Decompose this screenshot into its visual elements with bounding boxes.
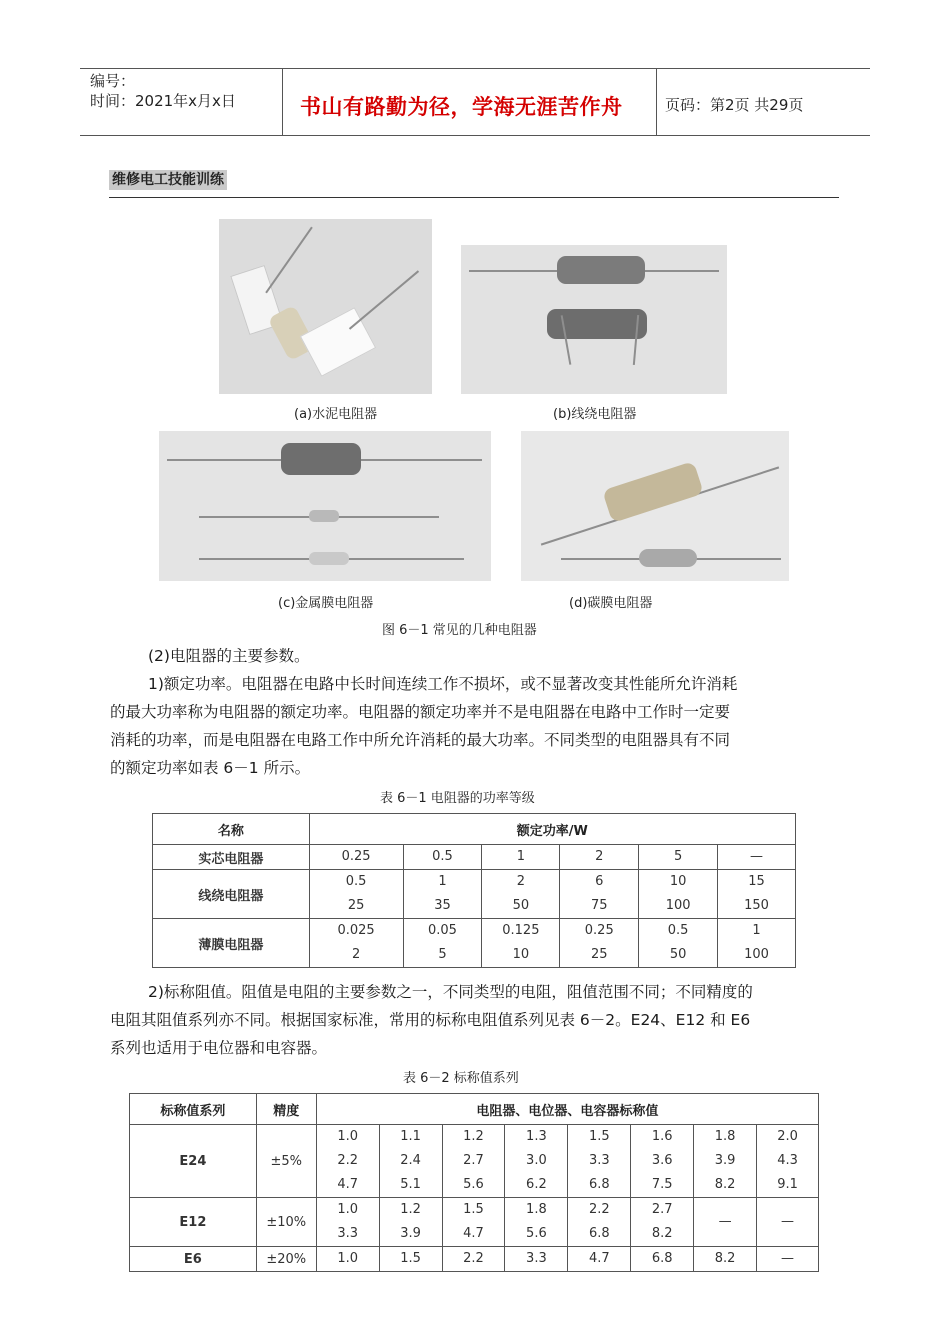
- cell-value: 3.9: [400, 1226, 421, 1241]
- cell-value: 100: [665, 898, 691, 913]
- text-line: 电阻其阻值系列亦不同。根据国家标准，常用的标称电阻值系列见表 6－2。E24、E12 和 E6: [110, 1011, 751, 1029]
- cell-value: 2: [351, 947, 361, 962]
- photo-cement-resistor: [219, 219, 432, 394]
- section-title: 维修电工技能训练: [109, 170, 227, 190]
- column-header-name: 名称: [153, 814, 310, 845]
- cell-value: 35: [434, 898, 451, 913]
- value-cell: [482, 845, 560, 870]
- cell-value: 3.9: [714, 1153, 736, 1168]
- figure-title: 图 6－1 常见的几种电阻器: [382, 623, 537, 638]
- text-line: 的最大功率称为电阻器的额定功率。电阻器的额定功率并不是电阻器在电路中工作时一定要: [110, 703, 731, 721]
- value-cell: [560, 845, 639, 870]
- value-cell: [505, 1125, 568, 1198]
- value-cell: [568, 1198, 631, 1247]
- header-divider: [656, 68, 657, 136]
- value-cell: [403, 919, 482, 968]
- cell-value: 3.3: [337, 1226, 359, 1241]
- caption-metal-film-resistor: (c)金属膜电阻器: [278, 596, 374, 611]
- column-header-rated-power: 额定功率/W: [309, 814, 795, 845]
- value-cell: [316, 1198, 379, 1247]
- cell-value: 8.2: [651, 1226, 673, 1241]
- paragraph-nominal-resistance: [110, 978, 845, 1062]
- value-cell: [694, 1247, 757, 1272]
- header-top-rule: [80, 68, 870, 69]
- value-cell: [316, 1125, 379, 1198]
- cell-value: 1.3: [526, 1129, 547, 1144]
- value-cell: [442, 1198, 505, 1247]
- value-cell: [560, 919, 639, 968]
- cell-value: 1: [438, 874, 447, 889]
- row-name-cell: 实芯电阻器: [153, 845, 310, 870]
- cell-value: 25: [347, 898, 365, 913]
- value-cell: [403, 845, 482, 870]
- cell-value: 3.3: [588, 1153, 610, 1168]
- cell-value: 3.3: [526, 1251, 547, 1266]
- value-cell: [309, 870, 403, 919]
- cell-value: 1.0: [337, 1129, 359, 1144]
- cell-value: —: [750, 849, 764, 864]
- cell-value: —: [781, 1251, 795, 1266]
- value-cell: [757, 1198, 819, 1247]
- photo-wirewound-resistor: [461, 245, 727, 394]
- text-line: 1)额定功率。电阻器在电路中长时间连续工作不损坏，或不显著改变其性能所允许消耗: [148, 675, 738, 693]
- cell-value: 2.7: [651, 1202, 673, 1217]
- document-time-label: 时间：2021年x月x日: [90, 92, 236, 110]
- cell-value: 7.5: [651, 1177, 673, 1192]
- value-cell: [631, 1125, 694, 1198]
- cell-value: —: [718, 1214, 732, 1229]
- row-series-cell: E12: [130, 1198, 257, 1247]
- row-series-cell: E24: [130, 1125, 257, 1198]
- cell-value: 0.25: [584, 923, 614, 938]
- header-divider: [282, 68, 283, 136]
- header-bottom-rule: [80, 135, 870, 136]
- value-cell: [757, 1247, 819, 1272]
- text-line: 系列也适用于电位器和电容器。: [110, 1039, 328, 1057]
- cell-value: 2: [595, 849, 604, 864]
- value-cell: [718, 919, 796, 968]
- cell-value: 6.8: [651, 1251, 673, 1266]
- value-cell: [639, 870, 718, 919]
- cell-value: 2.2: [463, 1251, 484, 1266]
- cell-value: 3.6: [651, 1153, 673, 1168]
- cell-value: 1.8: [714, 1129, 736, 1144]
- cell-value: 5: [438, 947, 447, 962]
- table-row: [130, 1125, 819, 1198]
- cell-value: 5.6: [526, 1226, 547, 1241]
- power-rating-table: [152, 813, 796, 968]
- cell-value: 5.6: [463, 1177, 484, 1192]
- table-row: [153, 870, 796, 919]
- value-cell: [379, 1198, 442, 1247]
- row-name-cell: 线绕电阻器: [153, 870, 310, 919]
- caption-wirewound-resistor: (b)线绕电阻器: [553, 407, 637, 422]
- cell-value: 4.3: [777, 1153, 798, 1168]
- value-cell: [379, 1247, 442, 1272]
- value-cell: [639, 919, 718, 968]
- header-motto: 书山有路勤为径，学海无涯苦作舟: [300, 95, 623, 119]
- cell-value: 1: [516, 849, 525, 864]
- row-name-cell: 薄膜电阻器: [153, 919, 310, 968]
- value-cell: [631, 1198, 694, 1247]
- value-cell: [309, 845, 403, 870]
- cell-value: 10: [669, 874, 687, 889]
- cell-value: 1.1: [400, 1129, 421, 1144]
- value-cell: [505, 1198, 568, 1247]
- value-cell: [757, 1125, 819, 1198]
- value-cell: [718, 870, 796, 919]
- cell-value: 0.025: [337, 923, 375, 938]
- cell-value: 1.2: [463, 1129, 484, 1144]
- cell-value: 50: [512, 898, 530, 913]
- cell-value: 15: [748, 874, 765, 889]
- cell-value: 2.2: [588, 1202, 610, 1217]
- cell-value: 1.8: [526, 1202, 547, 1217]
- cell-value: 2.0: [777, 1129, 798, 1144]
- cell-value: 5.1: [400, 1177, 421, 1192]
- value-cell: [639, 845, 718, 870]
- cell-value: 3.0: [526, 1153, 547, 1168]
- table-row: [130, 1247, 819, 1272]
- cell-value: 150: [744, 898, 769, 913]
- cell-value: 0.125: [502, 923, 540, 938]
- row-precision-cell: ±5%: [256, 1125, 316, 1198]
- column-header-precision: 精度: [256, 1094, 316, 1125]
- value-cell: [379, 1125, 442, 1198]
- value-cell: [442, 1125, 505, 1198]
- caption-cement-resistor: (a)水泥电阻器: [294, 407, 378, 422]
- cell-value: 2.4: [400, 1153, 421, 1168]
- value-cell: [631, 1247, 694, 1272]
- cell-value: 1.0: [337, 1251, 359, 1266]
- cell-value: 25: [590, 947, 608, 962]
- value-cell: [568, 1247, 631, 1272]
- cell-value: 50: [669, 947, 687, 962]
- column-header-series: 标称值系列: [130, 1094, 257, 1125]
- cell-value: 0.5: [667, 923, 689, 938]
- nominal-value-series-table: [129, 1093, 819, 1272]
- value-cell: [316, 1247, 379, 1272]
- cell-value: 6.8: [588, 1177, 610, 1192]
- value-cell: [482, 870, 560, 919]
- value-cell: [403, 870, 482, 919]
- page-number-info: 页码：第2页 共29页: [665, 96, 804, 114]
- row-series-cell: E6: [130, 1247, 257, 1272]
- cell-value: 100: [744, 947, 769, 962]
- section-rule: [109, 197, 839, 198]
- text-line: 消耗的功率，而是电阻器在电路工作中所允许消耗的最大功率。不同类型的电阻器具有不同: [110, 731, 731, 749]
- cell-value: 2.2: [337, 1153, 359, 1168]
- value-cell: [718, 845, 796, 870]
- cell-value: 4.7: [337, 1177, 359, 1192]
- cell-value: 6.2: [526, 1177, 547, 1192]
- text-line: 2)标称阻值。阻值是电阻的主要参数之一，不同类型的电阻，阻值范围不同；不同精度的: [148, 983, 753, 1001]
- cell-value: 1.5: [588, 1129, 610, 1144]
- text-line: 的额定功率如表 6－1 所示。: [110, 759, 311, 777]
- cell-value: 1.5: [400, 1251, 421, 1266]
- cell-value: 6: [595, 874, 604, 889]
- column-header-nominal-values: 电阻器、电位器、电容器标称值: [316, 1094, 818, 1125]
- cell-value: 75: [590, 898, 608, 913]
- cell-value: 0.5: [432, 849, 453, 864]
- paragraph-main-parameters: (2)电阻器的主要参数。: [148, 647, 310, 665]
- value-cell: [309, 919, 403, 968]
- table-row: [153, 919, 796, 968]
- table-row: [153, 845, 796, 870]
- cell-value: 1.5: [463, 1202, 484, 1217]
- cell-value: 8.2: [714, 1177, 736, 1192]
- value-cell: [694, 1125, 757, 1198]
- cell-value: 9.1: [777, 1177, 798, 1192]
- cell-value: 0.05: [427, 923, 457, 938]
- table-row: [130, 1198, 819, 1247]
- row-precision-cell: ±20%: [256, 1247, 316, 1272]
- cell-value: 8.2: [714, 1251, 736, 1266]
- paragraph-rated-power: [110, 670, 845, 782]
- cell-value: 4.7: [588, 1251, 610, 1266]
- cell-value: 4.7: [463, 1226, 484, 1241]
- row-precision-cell: ±10%: [256, 1198, 316, 1247]
- cell-value: 2: [516, 874, 525, 889]
- value-cell: [442, 1247, 505, 1272]
- cell-value: —: [781, 1214, 795, 1229]
- value-cell: [560, 870, 639, 919]
- value-cell: [568, 1125, 631, 1198]
- table1-caption: 表 6－1 电阻器的功率等级: [380, 791, 535, 806]
- cell-value: 6.8: [588, 1226, 610, 1241]
- value-cell: [505, 1247, 568, 1272]
- cell-value: 1.6: [651, 1129, 673, 1144]
- table2-caption: 表 6－2 标称值系列: [403, 1071, 519, 1086]
- cell-value: 10: [512, 947, 530, 962]
- cell-value: 1.0: [337, 1202, 359, 1217]
- value-cell: [482, 919, 560, 968]
- value-cell: [694, 1198, 757, 1247]
- cell-value: 5: [673, 849, 683, 864]
- caption-carbon-film-resistor: (d)碳膜电阻器: [569, 596, 653, 611]
- cell-value: 0.25: [341, 849, 371, 864]
- photo-carbon-film-resistor: [521, 431, 789, 581]
- cell-value: 1.2: [400, 1202, 421, 1217]
- photo-metal-film-resistor: [159, 431, 491, 581]
- cell-value: 2.7: [463, 1153, 484, 1168]
- cell-value: 1: [752, 923, 761, 938]
- cell-value: 0.5: [345, 874, 367, 889]
- document-number-label: 编号：: [90, 72, 136, 90]
